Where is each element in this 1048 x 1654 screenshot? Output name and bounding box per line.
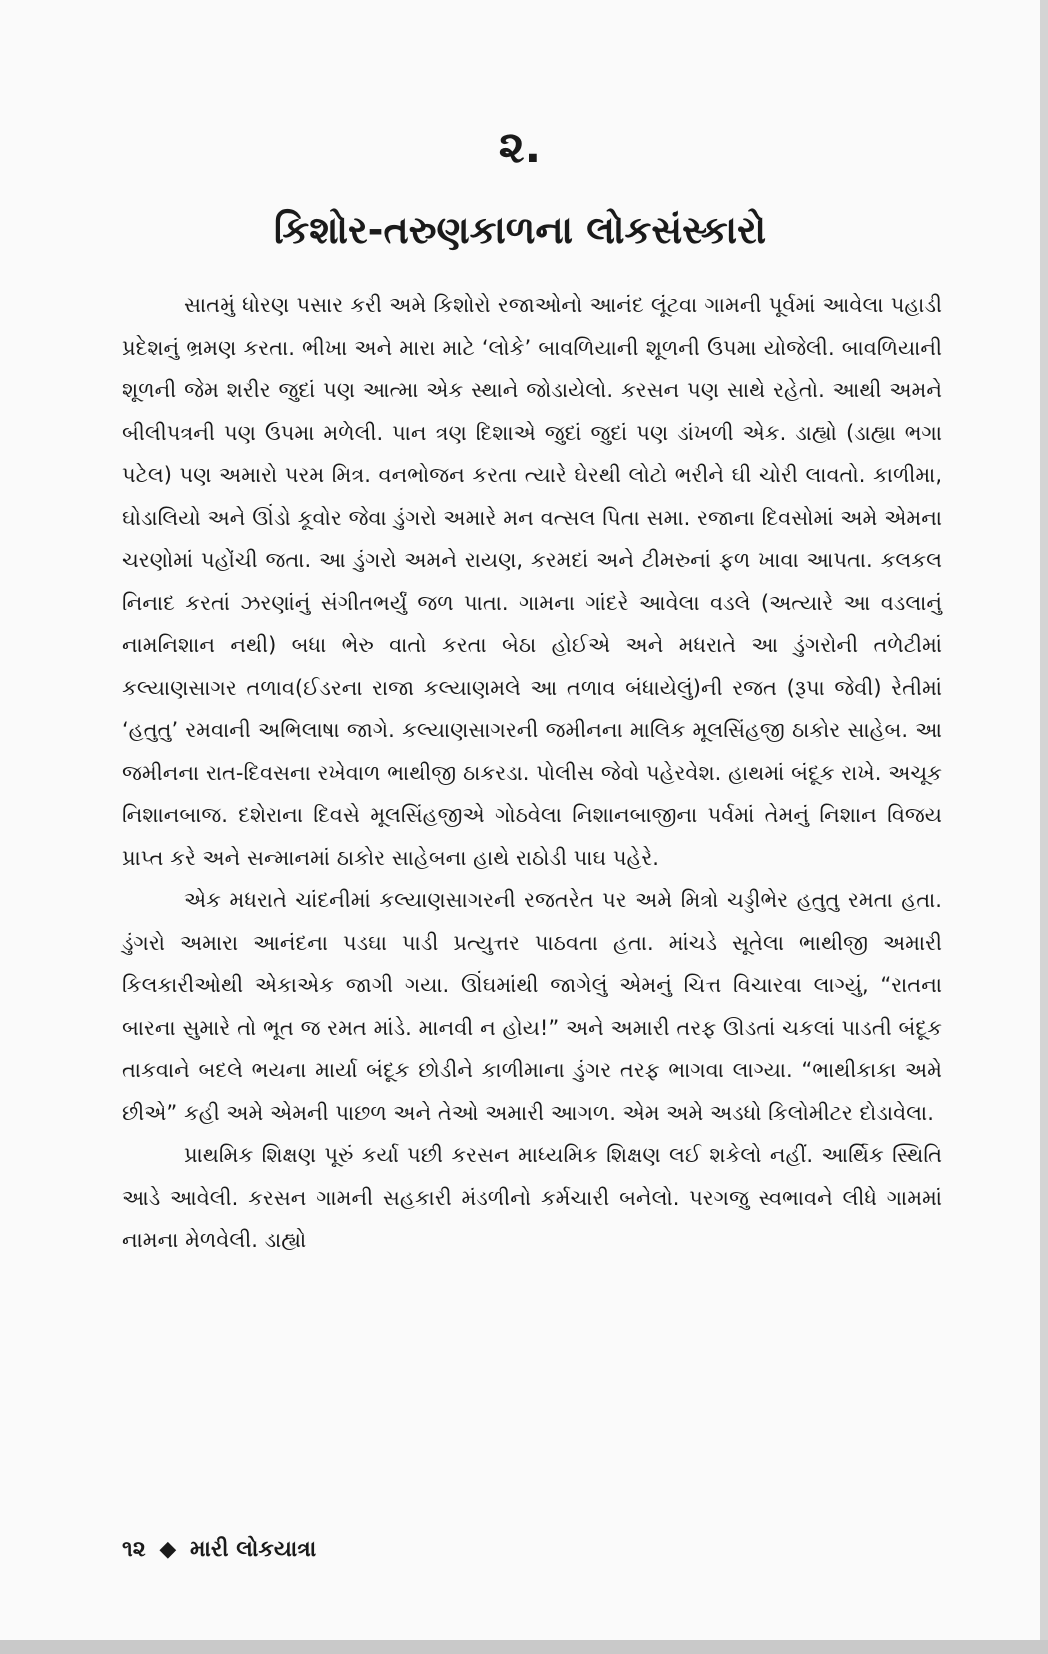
- diamond-icon: ◆: [159, 1537, 177, 1562]
- book-title: મારી લોકયાત્રા: [189, 1537, 317, 1562]
- paragraph: પ્રાથમિક શિક્ષણ પૂરું કર્યા પછી કરસન માધ્યમિક શિક્ષણ લઈ શકેલો નહીં. આર્થિક સ્થિતિ આડે આવેલી. કરસન ગામની સહકારી મંડળીનો કર્મચારી બનેલો. પરગજુ સ્વભાવને લીધે ગામમાં નામના મેળવેલી. ડાહ્યો: [122, 1143, 942, 1252]
- page-edge-bottom: [0, 1640, 1048, 1654]
- body-text: [122, 284, 942, 1262]
- page-edge-right: [1040, 0, 1048, 1654]
- chapter-title: કિશોર-તરુણકાળના લોકસંસ્કારો: [273, 208, 767, 252]
- page-number: ૧૨: [122, 1537, 146, 1562]
- paragraph: સાતમું ધોરણ પસાર કરી અમે કિશોરો રજાઓનો આનંદ લૂંટવા ગામની પૂર્વમાં આવેલા પહાડી પ્રદેશનું ભ્રમણ કરતા. ભીખા અને મારા માટે ‘લોકે’ બાવળિયાની શૂળની ઉપમા યોજેલી. બાવળિયાની શૂળની જેમ શરીર જુદાં પણ આત્મા એક સ્થાને જોડાયેલો. કરસન પણ સાથે રહેતો. આથી અમને બીલીપત્રની પણ ઉપમા મળેલી. પાન ત્રણ દિશાએ જુદાં જુદાં પણ ડાંખળી એક. ડાહ્યો (ડાહ્યા ભગા પટેલ) પણ અમારો પરમ મિત્ર. વનભોજન કરતા ત્યારે ઘેરથી લોટો ભરીને ઘી ચોરી લાવતો. કાળીમા, ઘોડાલિયો અને ઊંડો કૂવોર જેવા ડુંગરો અમારે મન વત્સલ પિતા સમા. રજાના દિવસોમાં અમે એમના ચરણોમાં પહોંચી જતા. આ ડુંગરો અમને રાયણ, કરમદાં અને ટીમરુનાં ફળ ખાવા આપતા. કલકલ નિનાદ કરતાં ઝરણાંનું સંગીતભર્યું જળ પાતા. ગામના ગાંદરે આવેલા વડલે (અત્યારે આ વડલાનું નામનિશાન નથી) બધા ભેરુ વાતો કરતા બેઠા હોઈએ અને મધરાતે આ ડુંગરોની તળેટીમાં કલ્યાણસાગર તળાવ(ઈડરના રાજા કલ્યાણમલે આ તળાવ બંધાયેલું)ની રજત (રૂપા જેવી) રેતીમાં ‘હતુતુ’ રમવાની અભિલાષા જાગે. કલ્યાણસાગરની જમીનના માલિક મૂલસિંહજી ઠાકોર સાહેબ. આ જમીનના રાત-દિવસના રખેવાળ ભાથીજી ઠાકરડા. પોલીસ જેવો પહેરવેશ. હાથમાં બંદૂક રાખે. અચૂક નિશાનબાજ. દશેરાના દિવસે મૂલસિંહજીએ ગોઠવેલા નિશાનબાજીના પર્વમાં તેમનું નિશાન વિજય પ્રાપ્ત કરે અને સન્માનમાં ઠાકોર સાહેબના હાથે રાઠોડી પાઘ પહેરે.: [122, 293, 942, 870]
- page-footer: [122, 1530, 316, 1570]
- paragraph: એક મધરાતે ચાંદનીમાં કલ્યાણસાગરની રજતરેત પર અમે મિત્રો ચડ્ડીભેર હતુતુ રમતા હતા. ડુંગરો અમારા આનંદના પડઘા પાડી પ્રત્યુત્તર પાઠવતા હતા. માંચડે સૂતેલા ભાથીજી અમારી કિલકારીઓથી એકાએક જાગી ગયા. ઊંઘમાંથી જાગેલું એમનું ચિત્ત વિચારવા લાગ્યું, “રાતના બારના સુમારે તો ભૂત જ રમત માંડે. માનવી ન હોય!” અને અમારી તરફ ઊડતાં ચકલાં પાડતી બંદૂક તાકવાને બદલે ભયના માર્યા બંદૂક છોડીને કાળીમાના ડુંગર તરફ ભાગવા લાગ્યા. “ભાથીકાકા અમે છીએ” કહી અમે એમની પાછળ અને તેઓ અમારી આગળ. એમ અમે અડધો કિલોમીટર દોડાવેલા.: [122, 888, 942, 1125]
- chapter-number: ૨.: [498, 122, 542, 173]
